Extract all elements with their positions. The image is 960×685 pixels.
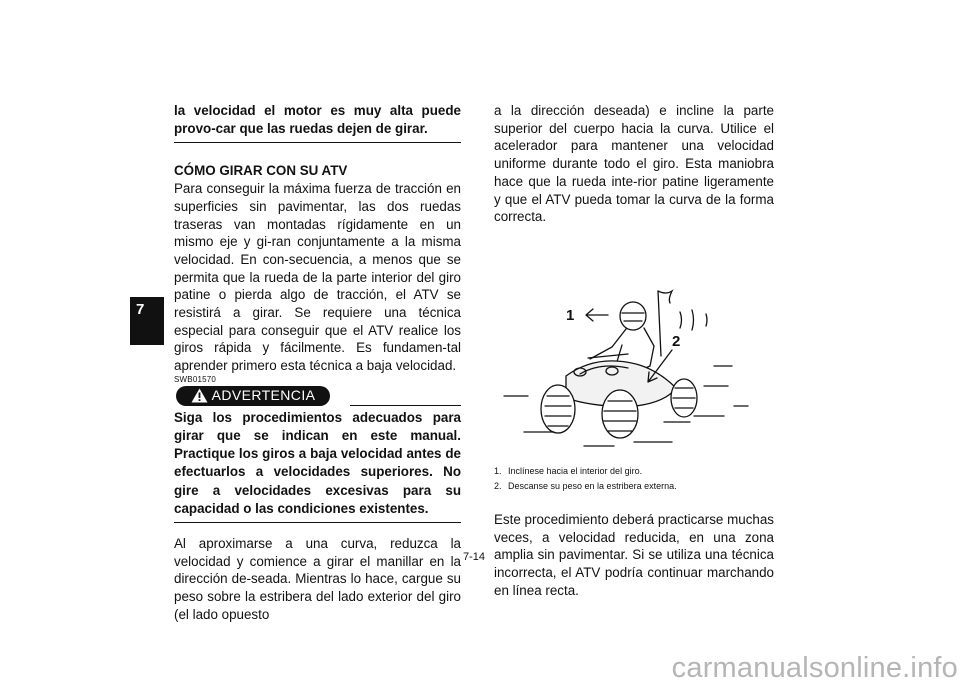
figure-captions (494, 464, 774, 494)
lead-warning-text: la velocidad el motor es muy alta puede provo-car que las ruedas dejen de girar. (174, 102, 461, 143)
chapter-number: 7 (136, 301, 145, 318)
caption-item (494, 464, 774, 479)
caption-text: Inclínese hacia el interior del giro. (508, 465, 643, 476)
warning-header (174, 386, 461, 406)
caption-number: 1. (494, 465, 502, 476)
caption-text: Descanse su peso en la estribera externa. (508, 480, 677, 491)
caption-item (494, 479, 774, 494)
warning-code: SWB01570 (174, 374, 217, 384)
atv-drawing (494, 246, 774, 461)
caption-number: 2. (494, 480, 502, 491)
watermark: carmanualsonline.info (671, 652, 958, 684)
warning-triangle-icon (191, 388, 208, 403)
closing-text: Este procedimiento deberá practicarse muchas veces, a velocidad reducida, en una zona amplia sin pavimentar. Si se utiliza una técnica incorrecta, el ATV podría continuar marchando en línea recta. (494, 511, 774, 598)
callout-1: 1 (566, 306, 575, 324)
warning-text: Siga los procedimientos adecuados para girar que se indican en este manual. Practique los giros a baja velocidad antes de efectuarlos a velocidades superiores. No gire a velocidades excesivas para su capacidad o las condiciones existentes. (174, 409, 461, 523)
warning-badge (176, 386, 330, 406)
section-heading: CÓMO GIRAR CON SU ATV (174, 163, 348, 179)
callout-2: 2 (672, 332, 681, 350)
left-column (174, 102, 461, 624)
atv-turning-illustration (494, 246, 774, 461)
warning-label: ADVERTENCIA (211, 386, 316, 403)
continuation-text: a la dirección deseada) e incline la parte superior del cuerpo hacia la curva. Utilice el acelerador para mantener una velocidad uniforme durante todo el giro. Esta maniobra hace que la rueda inte-rior patine ligeramente y que el ATV pueda tomar la curva de la forma correcta. (494, 103, 774, 225)
chapter-tab (130, 297, 164, 345)
after-warning-text: Al aproximarse a una curva, reduzca la velocidad y comience a girar el manillar en la dirección de-seada. Mientras lo hace, cargue su peso sobre la estribera del lado exterior del giro (el lado opuesto (174, 536, 461, 622)
right-column (494, 102, 774, 599)
section-body: Para conseguir la máxima fuerza de tracción en superficies sin pavimentar, las dos ruedas traseras van montadas rígidamente en un mismo eje y gi-ran conjuntamente a la misma velocidad. En con-secuencia, a menos que se permita que la rueda de la parte interior del giro patine o pierda algo de tracción, el ATV se resistirá a girar. Se requiere una técnica especial para conseguir que el ATV realice los giros rápida y fácilmente. Es fundamen-tal aprender primero esta técnica a baja velocidad. (174, 181, 461, 374)
warning-rule (350, 405, 461, 406)
page-number: 7-14 (463, 551, 486, 563)
